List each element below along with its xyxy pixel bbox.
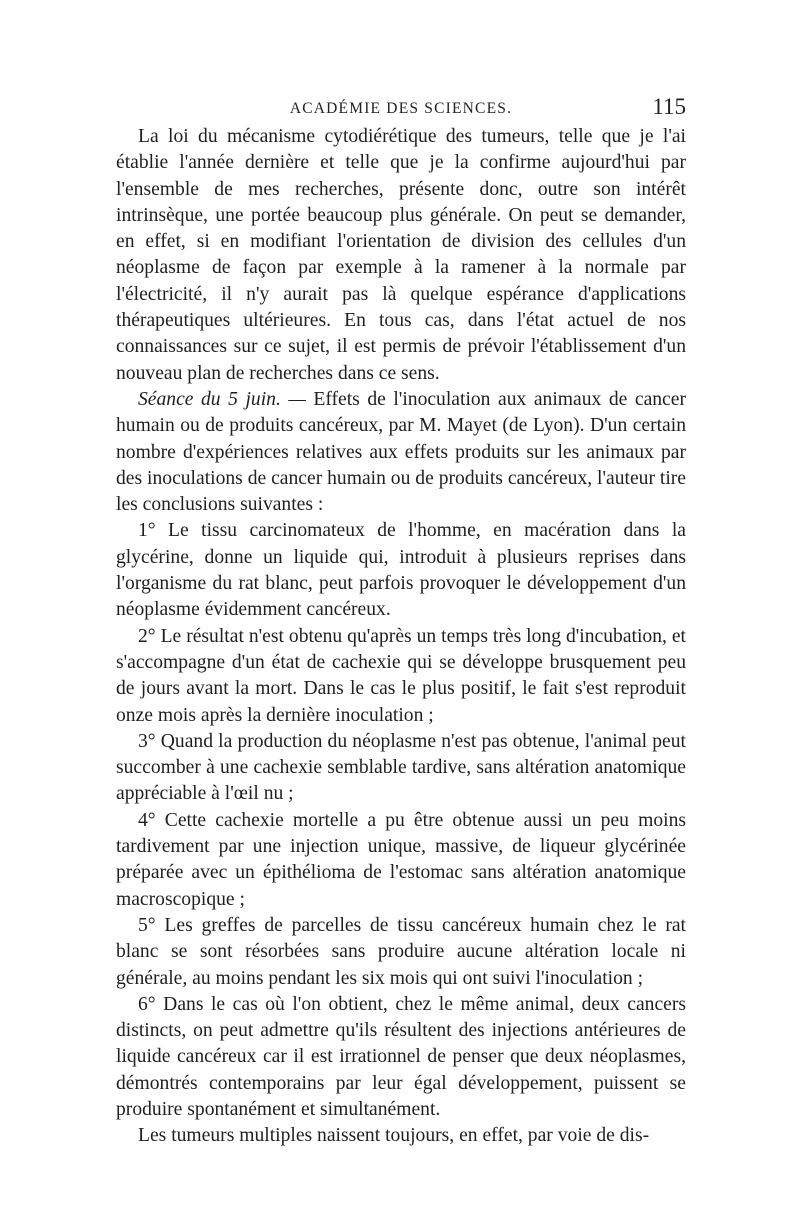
conclusion-1: 1° Le tissu carcinomateux de l'homme, en macération dans la glycérine, donne un liquide qui, introduit à plusieurs reprises dans l'organisme du rat blanc, peut parfois provoquer le développement d'un néoplasme évidemment cancéreux. bbox=[116, 520, 686, 621]
conclusion-3: 3° Quand la production du néoplasme n'est pas obtenue, l'animal peut succomber à une cachexie semblable tardive, sans altération anatomique appréciable à l'œil nu ; bbox=[116, 730, 686, 805]
session-summary-text: Effets de l'inoculation aux animaux de cancer humain ou de produits cancéreux, par M. Mayet (de Lyon). D'un certain nombre d'expériences relatives aux effets produits sur les animaux par des inoculations de cancer humain ou de produits cancéreux, l'auteur tire les conclusions suivantes : bbox=[116, 388, 686, 516]
paragraph-multiple-tumours: Les tumeurs multiples naissent toujours, en effet, par voie de dis- bbox=[138, 1125, 650, 1147]
conclusion-6: 6° Dans le cas où l'on obtient, chez le même animal, deux cancers distincts, on peut admettre qu'ils résultent des injections antérieures de liquide cancéreux car il est irrationnel de penser que deux néoplasmes, démontrés contemporains par leur égal développement, puissent se produire spontanément et simultanément. bbox=[116, 993, 686, 1120]
page-body bbox=[116, 124, 686, 1150]
paragraph-cytodieretic-law: La loi du mécanisme cytodiérétique des tumeurs, telle que je l'ai établie l'année dernière et telle que je la confirme aujourd'hui par l'ensemble de mes recherches, présente donc, outre son intérêt intrinsèque, une portée beaucoup plus générale. On peut se demander, en effet, si en modifiant l'orientation de division des cellules d'un néoplasme de façon par exemple à la ramener à la normale par l'électricité, il n'y aurait pas là quelque espérance d'applications thérapeutiques ultérieures. En tous cas, dans l'état actuel de nos connaissances sur ce sujet, il est permis de prévoir l'établissement d'un nouveau plan de recherches dans ce sens. bbox=[116, 126, 686, 384]
page-number: 115 bbox=[652, 94, 686, 119]
running-title: ACADÉMIE DES SCIENCES. bbox=[289, 100, 513, 117]
session-date-label: Séance du 5 juin. — bbox=[138, 388, 306, 410]
paragraph-seance-5-juin bbox=[116, 387, 686, 518]
conclusion-4: 4° Cette cachexie mortelle a pu être obtenue aussi un peu moins tardivement par une injection unique, massive, de liqueur glycérinée préparée avec un épithélioma de l'estomac sans altération anatomique macroscopique ; bbox=[116, 809, 686, 910]
conclusion-2: 2° Le résultat n'est obtenu qu'après un temps très long d'incubation, et s'accompagne d'un état de cachexie qui se développe brusquement peu de jours avant la mort. Dans le cas le plus positif, le fait s'est reproduit onze mois après la dernière inoculation ; bbox=[116, 625, 686, 726]
conclusion-5: 5° Les greffes de parcelles de tissu cancéreux humain chez le rat blanc se sont résorbées sans produire aucune altération locale ni générale, au moins pendant les six mois qui ont suivi l'inoculation ; bbox=[116, 914, 686, 989]
page-header bbox=[116, 94, 686, 124]
